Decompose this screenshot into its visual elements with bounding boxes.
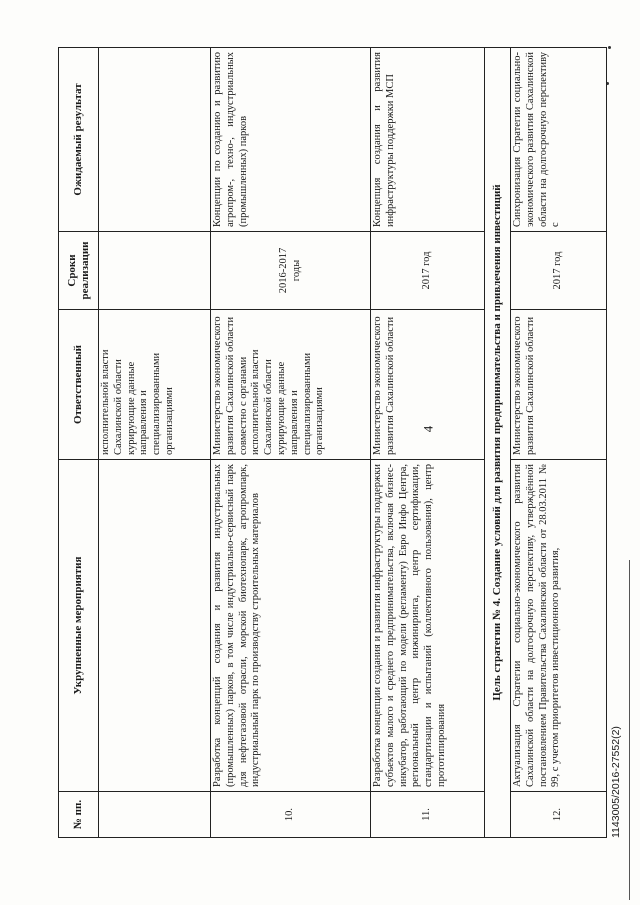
header-responsible: Ответственный bbox=[59, 310, 99, 460]
row-activity: Актуализация Стратегии социально-экономического развития Сахалинской области на долгосрочную перспективу, утверждённой постановлением Правительства Сахалинской области от 28.03.2011 № 99, с учетом приоритетов инвестиционного развития, bbox=[511, 460, 607, 792]
row-result bbox=[99, 48, 211, 232]
header-term: Сроки реализации bbox=[59, 232, 99, 310]
header-row bbox=[59, 48, 99, 838]
row-term: 2016-2017 годы bbox=[211, 232, 371, 310]
row-result: Синхронизация Стратегии социально-экономического развития Сахалинской области на долгосрочную перспективу с bbox=[511, 48, 607, 232]
row-num: 12. bbox=[511, 792, 607, 838]
table-row bbox=[211, 48, 371, 838]
row-term: 2017 год bbox=[371, 232, 485, 310]
row-term: 2017 год bbox=[511, 232, 607, 310]
measures-table bbox=[58, 47, 607, 838]
row-activity: Разработка концепций создания и развития индустриальных (промышленных) парков, в том числе индустриально-сервисный парк для нефтегазовой отрасли, морской биотехнопарк, агропромпарк, индустриальный парк по производству строительных материалов bbox=[211, 460, 371, 792]
row-result: Концепция создания и развития инфраструктуры поддержки МСП bbox=[371, 48, 485, 232]
table-row bbox=[99, 48, 211, 838]
row-term bbox=[99, 232, 211, 310]
row-responsible: Министерство экономического развития Сахалинской области совместно с органами исполнительной власти Сахалинской области курирующие данные направления и специализированными организациями bbox=[211, 310, 371, 460]
row-num bbox=[99, 792, 211, 838]
header-num: № пп. bbox=[59, 792, 99, 838]
row-responsible: Министерство экономического развития Сахалинской области bbox=[371, 310, 485, 460]
document-code: 1143005/2016-27552(2) bbox=[610, 726, 622, 838]
table-row bbox=[511, 48, 607, 838]
section-row bbox=[485, 48, 511, 838]
row-result: Концепции по созданию и развитию агропром-, техно-, индустриальных (промышленных) парков bbox=[211, 48, 371, 232]
table-row bbox=[371, 48, 485, 838]
row-responsible: Министерство экономического развития Сахалинской области bbox=[511, 310, 607, 460]
row-num: 10. bbox=[211, 792, 371, 838]
row-responsible: исполнительной власти Сахалинской области курирующие данные направления и специализированными организациями bbox=[99, 310, 211, 460]
section-title: Цель стратегии № 4. Создание условий для развития предпринимательства и привлечения инвестиций bbox=[485, 48, 511, 838]
row-num: 11. bbox=[371, 792, 485, 838]
page-number: 4 bbox=[420, 425, 436, 433]
header-activity: Укрупненные мероприятия bbox=[59, 460, 99, 792]
header-result: Ожидаемый результат bbox=[59, 48, 99, 232]
row-activity bbox=[99, 460, 211, 792]
row-activity: Разработка концепции создания и развития инфраструктуры поддержки субъектов малого и среднего предпринимательства, включая бизнес-инкубатор, работающий по модели (регламенту) Евро Инфо Центра, региональный центр инжиниринга, центр сертификации, стандартизации и испытаний (коллективного пользования), центр прототипирования bbox=[371, 460, 485, 792]
rotated-table-container bbox=[58, 48, 630, 838]
